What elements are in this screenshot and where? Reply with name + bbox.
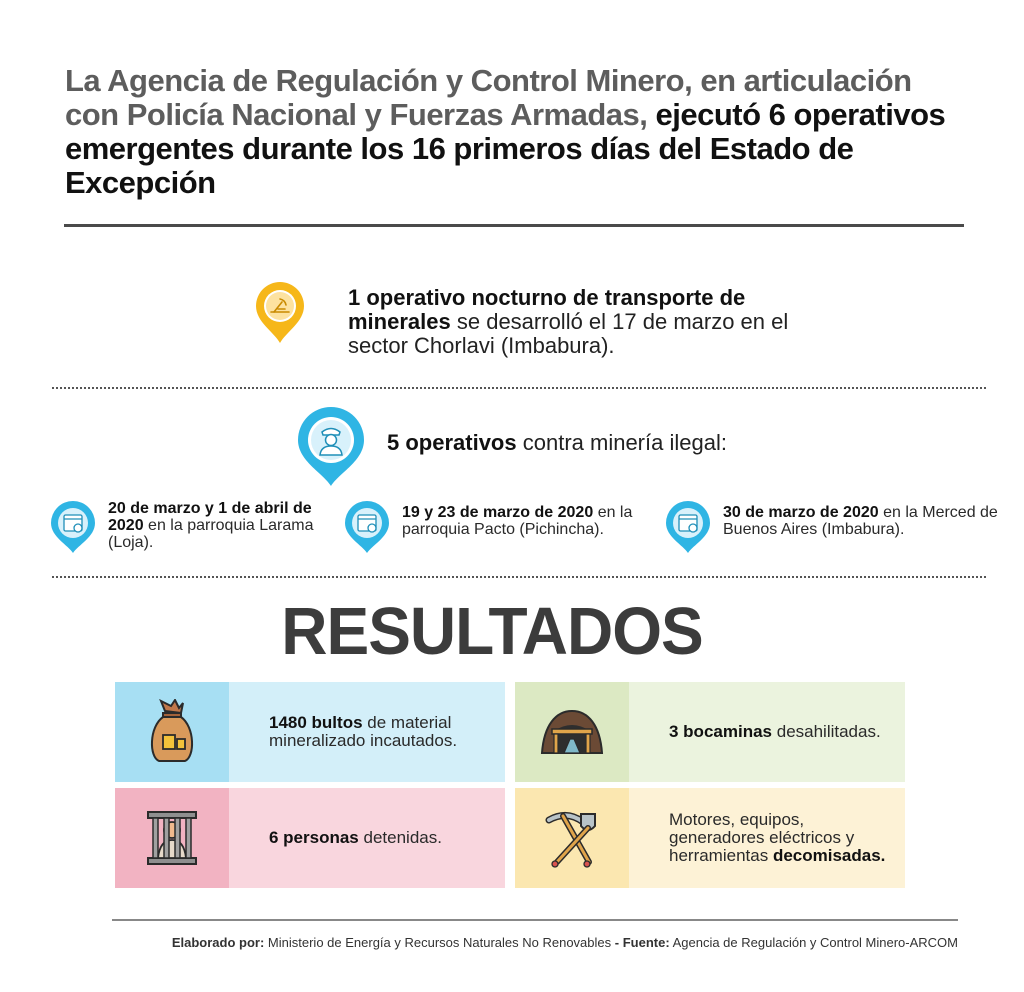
- section-divider-1: [52, 387, 986, 389]
- jail-icon: [144, 810, 200, 866]
- operation-night-transport-detail: se desarrolló el 17 de marzo en el sector Chorlavi (Imbabura).: [348, 309, 789, 358]
- operation-night-transport-highlight: 1 operativo nocturno de transporte de minerales: [348, 285, 746, 334]
- result-detained-highlight: 6 personas: [269, 828, 359, 847]
- date-item-loja-dates: 20 de marzo y 1 de abril de 2020: [108, 500, 312, 534]
- footer-value-arcom: Agencia de Regulación y Control Minero-ARCOM: [672, 935, 958, 950]
- operations-illegal-mining: [387, 430, 727, 456]
- result-card-sacks: [115, 682, 505, 782]
- result-seized-detail: Motores, equipos, generadores eléctricos y herramientas: [669, 810, 855, 865]
- footer-label-elaborado: Elaborado por:: [171, 935, 265, 950]
- headline-emphasis: ejecutó 6 operativos emergentes durante los 16 primeros días del Estado de Excepción: [65, 97, 946, 200]
- result-card-seized: [515, 788, 905, 888]
- police-officer-icon: [295, 405, 367, 487]
- mining-transport-icon: [254, 280, 306, 344]
- footer-value-ministerio: Ministerio de Energía y Recursos Naturales No Renovables: [267, 935, 612, 950]
- operation-night-transport: [348, 286, 808, 358]
- result-sacks-detail: de material mineralizado incautados.: [269, 713, 458, 750]
- result-card-sacks-text: [229, 682, 505, 782]
- headline-divider: [64, 224, 964, 227]
- result-card-mines-icon-cell: [515, 682, 629, 782]
- date-item-imbabura-dates: 30 de marzo de 2020: [723, 504, 879, 521]
- result-card-detained-icon-cell: [115, 788, 229, 888]
- calendar-icon: [665, 500, 711, 554]
- date-item-loja-place: en la parroquia Larama (Loja).: [108, 517, 314, 551]
- footer-separator: -: [614, 935, 620, 950]
- operations-illegal-mining-detail: contra minería ilegal:: [522, 430, 727, 455]
- calendar-icon: [50, 500, 96, 554]
- section-divider-2: [52, 576, 986, 578]
- result-card-detained: [115, 788, 505, 888]
- result-card-detained-text: [229, 788, 505, 888]
- pickaxe-shovel-icon: [543, 808, 601, 868]
- result-card-seized-text: [629, 788, 905, 888]
- result-card-sacks-icon-cell: [115, 682, 229, 782]
- footer-label-fuente: Fuente:: [622, 935, 670, 950]
- result-seized-highlight: decomisadas.: [772, 846, 886, 865]
- result-card-mines-text: [629, 682, 905, 782]
- headline: [65, 64, 965, 200]
- headline-intro: La Agencia de Regulación y Control Minero, en articulación con Policía Nacional y Fuerzas Armadas,: [65, 63, 912, 132]
- result-card-mines: [515, 682, 905, 782]
- date-item-pichincha-dates: 19 y 23 de marzo de 2020: [402, 504, 594, 521]
- operations-illegal-mining-highlight: 5 operativos: [387, 430, 517, 455]
- date-item-loja: [108, 500, 323, 551]
- result-card-seized-icon-cell: [515, 788, 629, 888]
- result-mines-highlight: 3 bocaminas: [669, 722, 772, 741]
- sack-icon: [145, 699, 199, 765]
- results-title: RESULTADOS: [281, 593, 703, 669]
- result-sacks-highlight: 1480 bultos: [269, 713, 363, 732]
- footer-divider: [112, 919, 958, 921]
- calendar-icon: [344, 500, 390, 554]
- result-mines-detail: desahilitadas.: [776, 722, 881, 741]
- date-item-imbabura: [723, 504, 1008, 538]
- date-item-pichincha: [402, 504, 652, 538]
- date-item-pichincha-place: en la parroquia Pacto (Pichincha).: [402, 504, 633, 538]
- result-detained-detail: detenidas.: [363, 828, 442, 847]
- date-item-imbabura-place: en la Merced de Buenos Aires (Imbabura).: [723, 504, 998, 538]
- footer-credits: [112, 935, 958, 950]
- mine-entrance-icon: [540, 707, 604, 757]
